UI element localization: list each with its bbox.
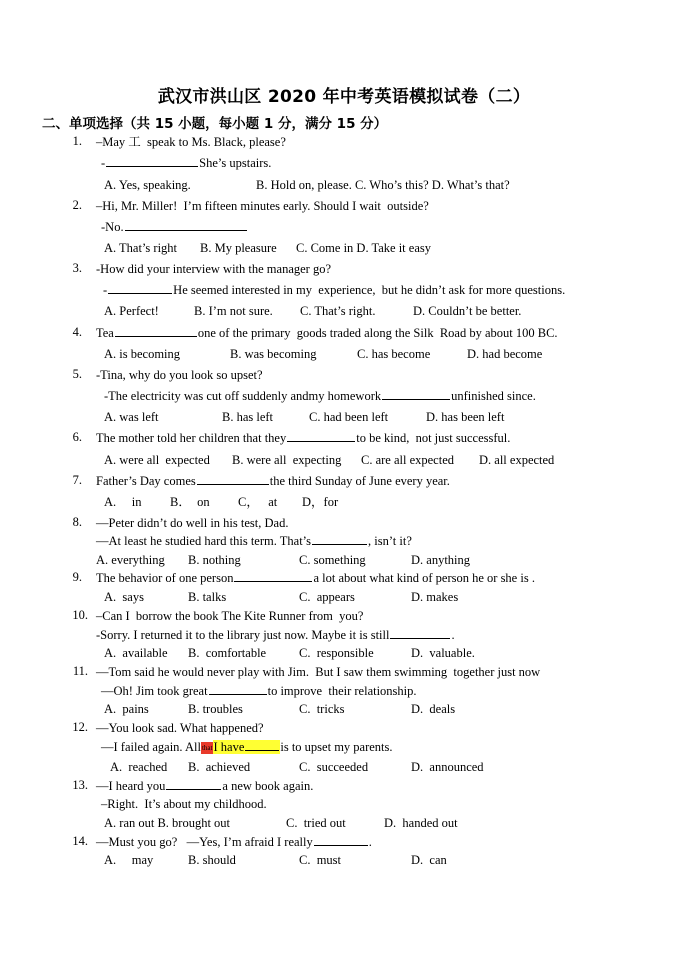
option-d: D. makes [411,590,459,604]
option-a: A. ran out B. brought out [104,816,231,830]
option-b: B. talks [188,590,227,604]
answer-blank[interactable] [108,282,172,294]
question-text: The behavior of one person a lot about what kind of person he or she is . [96,571,535,585]
page-title: 武汉市洪山区 2020 年中考英语模拟试卷（二） [157,87,531,107]
question-number: 10. [72,608,88,622]
option-a: A. available [104,646,168,660]
option-a: A. That’s right [104,241,178,255]
question-text: —Must you go? —Yes, I’m afraid I really . [96,835,372,849]
option-c: C. tried out [286,816,346,830]
question-text: Father’s Day comes the third Sunday of June every year. [96,474,450,488]
question-text: -How did your interview with the manager go? [96,262,332,276]
option-c: C. appears [299,590,355,604]
question-text: The mother told her children that they to be kind, not just successful. [96,431,511,445]
option-d: D. anything [411,553,471,567]
answer-line: —Oh! Jim took great to improve their relationship. [101,684,417,698]
option-d: D，for [302,495,339,509]
option-d: D. announced [411,760,484,774]
answer-blank[interactable] [106,155,198,167]
answer-blank[interactable] [312,533,367,545]
option-c: C. tricks [299,702,345,716]
answer-line: —At least he studied hard this term. That’s , isn’t it? [96,534,412,548]
option-d: D. handed out [384,816,458,830]
option-c: C. has become [357,347,431,361]
question-text: —You look sad. What happened? [96,721,264,735]
option-b: B. nothing [188,553,241,567]
option-a: A. everything [96,553,165,567]
question-number: 8. [72,515,82,529]
answer-blank[interactable] [166,778,221,790]
option-a: A. Perfect! [104,304,159,318]
option-d: D. all expected [479,453,555,467]
answer-line: -Sorry. I returned it to the library just now. Maybe it is still . [96,628,455,642]
question-text: Tea one of the primary goods traded along the Silk Road by about 100 BC. [96,326,558,340]
option-a: A. pains [104,702,149,716]
option-a: A. were all expected [104,453,210,467]
answer-blank[interactable] [234,570,312,582]
option-c: C. are all expected [361,453,455,467]
option-d: D. deals [411,702,456,716]
question-text: –Can I borrow the book The Kite Runner from you? [96,609,364,623]
option-c: C. Come in D. Take it easy [296,241,431,255]
question-number: 11. [72,664,88,678]
question-number: 3. [72,261,82,275]
question-number: 13. [72,778,88,792]
answer-blank[interactable] [197,473,269,485]
question-text: —Tom said he would never play with Jim. But I saw them swimming together just now [96,665,541,679]
answer-line: —I failed again. AllthatI have is to upset my parents. [101,740,393,754]
option-b: B. I’m not sure. [194,304,273,318]
option-b: B. My pleasure [200,241,277,255]
option-d: D. Couldn’t be better. [413,304,522,318]
option-b: B. comfortable [188,646,267,660]
answer-blank[interactable] [382,388,450,400]
question-number: 12. [72,720,88,734]
option-d: D. had become [467,347,543,361]
question-number: 2. [72,198,82,212]
option-d: D. has been left [426,410,505,424]
question-number: 1. [72,134,82,148]
option-b: B. were all expecting [232,453,342,467]
question-number: 7. [72,473,82,487]
answer-blank[interactable] [390,627,450,639]
question-number: 14. [72,834,88,848]
question-number: 5. [72,367,82,381]
option-d: D. valuable. [411,646,475,660]
answer-blank[interactable] [245,739,279,751]
option-a: A. says [104,590,144,604]
section-heading: 二、单项选择（共 15 小题，每小题 1 分，满分 15 分） [42,116,388,132]
option-b: B． on [170,495,210,509]
option-c: C. had been left [309,410,389,424]
option-c: C. succeeded [299,760,369,774]
option-c: C. something [299,553,366,567]
option-c: C. responsible [299,646,374,660]
option-a: A. was left [104,410,159,424]
question-text: —Peter didn’t do well in his test, Dad. [96,516,289,530]
question-text: –Hi, Mr. Miller! I’m fifteen minutes early. Should I wait outside? [96,199,429,213]
highlight-red: that [201,744,213,753]
option-a: A. is becoming [104,347,181,361]
answer-blank[interactable] [287,430,355,442]
answer-line: -No. [101,219,248,235]
question-number: 4. [72,325,82,339]
question-text: –May 工 speak to Ms. Black, please? [96,135,286,149]
option-b: B. achieved [188,760,251,774]
question-number: 6. [72,430,82,444]
option-a: A. in [104,495,142,509]
option-a: A. Yes, speaking. [104,178,191,192]
option-b: B. Hold on, please. C. Who’s this? D. What’s that? [256,178,510,192]
question-text: -Tina, why do you look so upset? [96,368,263,382]
option-b: B. troubles [188,702,243,716]
option-b: B. has left [222,410,274,424]
answer-line: - He seemed interested in my experience, but he didn’t ask for more questions. [103,283,566,297]
answer-blank[interactable] [314,834,368,846]
option-b: B. should [188,853,236,867]
question-text: —I heard you a new book again. [96,779,314,793]
option-d: D. can [411,853,447,867]
option-a: A. reached [110,760,168,774]
option-c: C. That’s right. [300,304,376,318]
answer-line: - She’s upstairs. [101,156,272,170]
option-c: C. must [299,853,342,867]
highlight-yellow: I have [213,740,280,754]
answer-line: –Right. It’s about my childhood. [101,797,267,811]
answer-blank[interactable] [115,325,197,337]
option-b: B. was becoming [230,347,317,361]
option-c: C， at [238,495,278,509]
option-a: A. may [104,853,154,867]
question-number: 9. [72,570,82,584]
answer-line: -The electricity was cut off suddenly andmy homework unfinished since. [104,389,536,403]
answer-blank[interactable] [125,219,247,231]
answer-blank[interactable] [209,683,267,695]
